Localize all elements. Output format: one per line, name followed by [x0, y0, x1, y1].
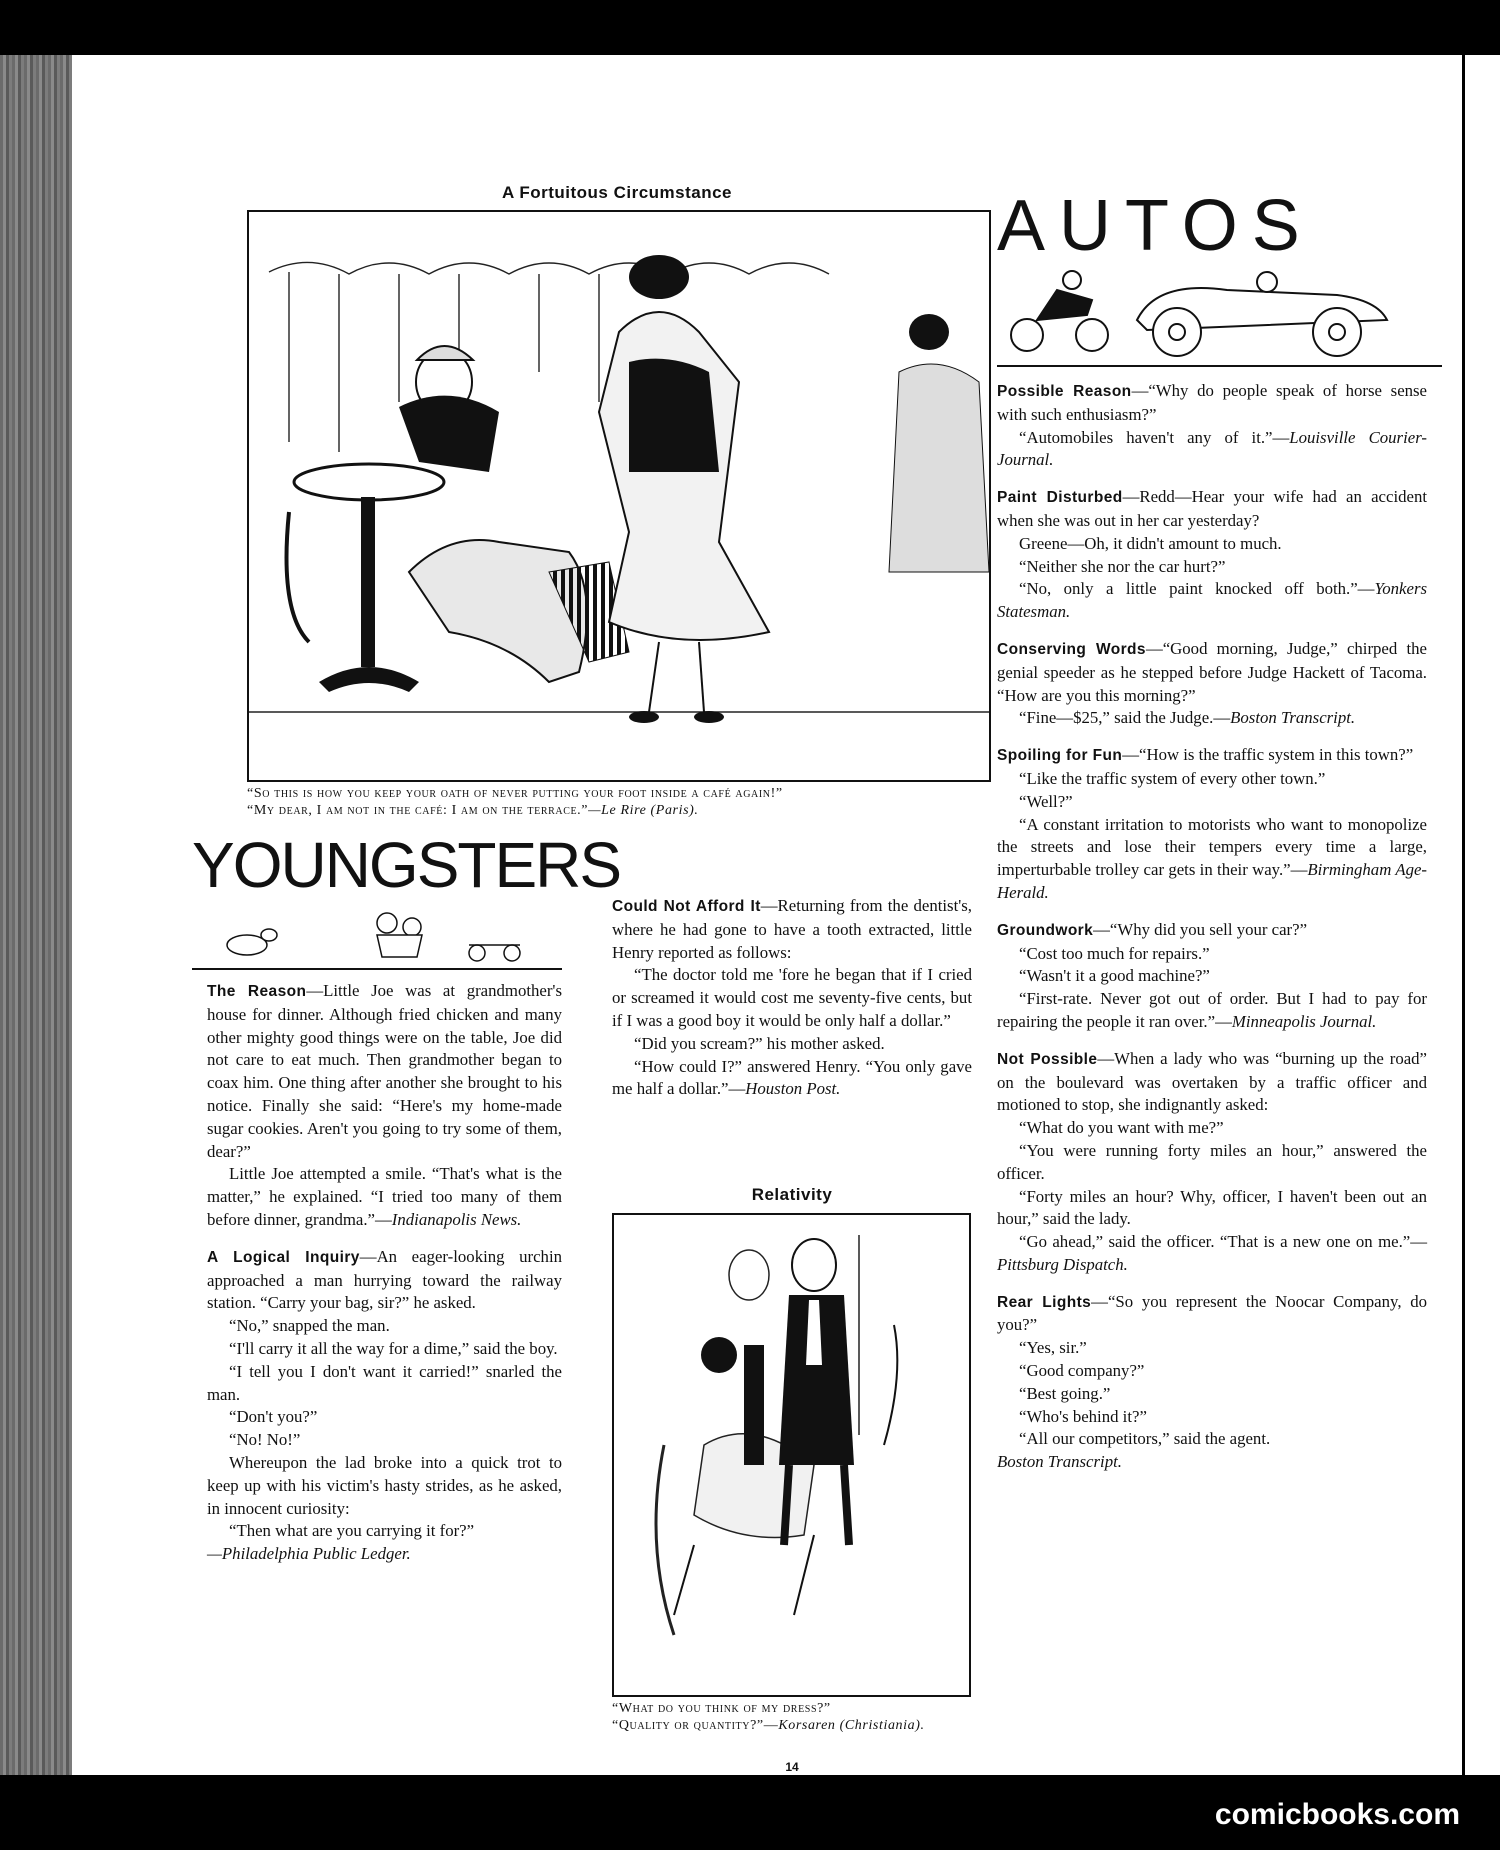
youngsters-rule — [192, 968, 562, 970]
page-number: 14 — [785, 1760, 799, 1774]
item-text: “Then what are you carrying it for?” — [229, 1521, 475, 1541]
relativity-caption — [612, 1700, 972, 1734]
item-text: “You were running forty miles an hour,” answered the officer. — [997, 1140, 1427, 1183]
cartoon-title: A Fortuitous Circumstance — [501, 183, 733, 202]
children-toys-drawing — [207, 905, 557, 965]
item-text: “I tell you I don't want it carried!” snarled the man. — [207, 1361, 562, 1404]
motorcycle-car-drawing — [997, 260, 1437, 360]
item-groundwork — [997, 919, 1427, 943]
book-binding — [0, 55, 72, 1775]
item-source: Boston Transcript. — [1230, 708, 1356, 728]
item-text: “Don't you?” — [229, 1407, 318, 1427]
item-text: —“How is the traffic system in this town?” — [1122, 745, 1414, 765]
middle-column — [612, 895, 972, 1101]
item-text: “Well?” — [1019, 791, 1073, 811]
autos-rule — [997, 365, 1442, 367]
item-text: —Redd—Hear your wife had an accident when she was out in her car yesterday? — [997, 487, 1427, 530]
item-not-possible — [997, 1048, 1427, 1117]
cartoon-illustration-cafe — [247, 210, 991, 782]
item-heading: Groundwork — [997, 921, 1094, 939]
item-text: “Go ahead,” said the officer. “That is a new one on me.”—Pittsburg Dispatch. — [997, 1232, 1427, 1274]
item-spoiling-for-fun — [997, 744, 1427, 768]
item-heading: Conserving Words — [997, 640, 1146, 658]
item-text: “A constant irritation to motorists who want to monopolize the streets and lose their tempers every time a large, imperturbable trolley car gets in their way.”—Birmingham Age-Herald. — [997, 814, 1427, 902]
item-text: —Little Joe was at grandmother's house for dinner. Although fried chicken and many other mighty good things were on the table, Joe did not care to eat much. Then grandmother began to coax him. One thing after another she brought to his notice. Finally she said: “Here's my home-made sugar cookies. Aren't you going to try some of them, dear?” — [207, 981, 562, 1161]
caption-line-1: “What do you think of my dress?” — [612, 1701, 831, 1716]
item-text: Greene—Oh, it didn't amount to much. — [1019, 533, 1282, 553]
item-text: Little Joe attempted a smile. “That's what is the matter,” he explained. “I tried too many of them before dinner, grandma.”—Indianapolis News. — [207, 1164, 562, 1229]
cartoon-caption — [247, 785, 987, 819]
item-text: “Yes, sir.” — [1019, 1338, 1087, 1358]
autos-column — [997, 380, 1427, 1474]
item-text: —When a lady who was “burning up the road” on the boulevard was overtaken by a traffic officer and motioned to stop, she indignantly asked: — [997, 1048, 1427, 1115]
item-text: “Forty miles an hour? Why, officer, I haven't been out an hour,” said the lady. — [997, 1186, 1427, 1229]
item-heading: Not Possible — [997, 1050, 1098, 1068]
caption-line-2: “Quality or quantity?”— — [612, 1718, 779, 1733]
caption-line-2: “My dear, I am not in the café: I am on the terrace.” — [247, 803, 589, 818]
item-text: —Returning from the dentist's, where he had gone to have a tooth extracted, little Henry reported as follows: — [612, 896, 973, 962]
item-conserving-words — [997, 638, 1427, 707]
item-text: —“Why do people speak of horse sense with such enthusiasm?” — [997, 381, 1428, 424]
relativity-cartoon-drawing — [614, 1215, 969, 1695]
item-source: Minneapolis Journal. — [1231, 1011, 1377, 1031]
item-could-not-afford — [612, 895, 972, 964]
autos-heading: AUTOS — [997, 186, 1314, 266]
item-text: “Automobiles haven't any of it.”—Louisville Courier-Journal. — [997, 427, 1427, 470]
item-text: “Fine—$25,” said the Judge.—Boston Transcript. — [1019, 708, 1356, 728]
item-text: “What do you want with me?” — [1019, 1118, 1224, 1138]
item-text: “The doctor told me 'fore he began that if I cried or screamed it would cost me seventy-five cents, but if I was a good boy it would be only half a dollar.” — [612, 965, 972, 1030]
youngsters-heading: YOUNGSTERS — [192, 829, 621, 901]
caption-line-1: “So this is how you keep your oath of never putting your foot inside a café again!” — [247, 786, 783, 801]
cafe-cartoon-drawing — [249, 212, 989, 780]
item-heading: A Logical Inquiry — [207, 1248, 360, 1266]
item-text: Whereupon the lad broke into a quick trot to keep up with his victim's hasty strides, as he asked, in innocent curiosity: — [207, 1452, 562, 1518]
caption-source: —Le Rire (Paris). — [588, 803, 699, 818]
item-the-reason — [207, 980, 562, 1163]
autos-illustration — [997, 260, 1437, 360]
item-text: “Good company?” — [1019, 1361, 1145, 1381]
item-possible-reason — [997, 380, 1427, 427]
youngsters-illustration — [207, 905, 557, 965]
item-source: Birmingham Age-Herald. — [997, 860, 1427, 902]
item-heading: Rear Lights — [997, 1293, 1092, 1311]
item-text: “No! No!” — [229, 1430, 301, 1450]
item-text: “I'll carry it all the way for a dime,” said the boy. — [229, 1338, 558, 1358]
item-text: “Wasn't it a good machine?” — [1019, 966, 1210, 986]
item-heading: Spoiling for Fun — [997, 747, 1123, 765]
item-heading: The Reason — [207, 983, 307, 1000]
item-source: Houston Post. — [745, 1079, 841, 1099]
item-text: “Neither she nor the car hurt?” — [1019, 556, 1226, 576]
item-text: “All our competitors,” said the agent. — [1019, 1429, 1271, 1449]
item-source: Yonkers Statesman. — [997, 579, 1427, 622]
magazine-page — [72, 55, 1462, 1775]
item-paint-disturbed — [997, 486, 1427, 533]
relativity-title: Relativity — [751, 1185, 833, 1204]
item-heading: Paint Disturbed — [997, 489, 1123, 507]
item-rear-lights — [997, 1291, 1427, 1338]
item-source: Boston Transcript. — [997, 1452, 1122, 1472]
item-logical-inquiry — [207, 1246, 562, 1315]
item-heading: Could Not Afford It — [612, 898, 761, 915]
watermark: comicbooks.com — [1214, 1798, 1460, 1831]
item-text: “Like the traffic system of every other town.” — [1019, 768, 1326, 788]
item-source: Pittsburg Dispatch. — [997, 1254, 1128, 1274]
item-text: “No,” snapped the man. — [229, 1316, 390, 1336]
next-page-edge — [1465, 55, 1500, 1775]
item-text: “Did you scream?” his mother asked. — [634, 1033, 885, 1053]
item-text: “Who's behind it?” — [1019, 1406, 1147, 1426]
item-source: —Philadelphia Public Ledger. — [207, 1544, 411, 1564]
item-text: —An eager-looking urchin approached a man hurrying toward the railway station. “Carry your bag, sir?” he asked. — [207, 1246, 562, 1313]
item-text: “Best going.” — [1019, 1383, 1111, 1403]
item-source: Indianapolis News. — [391, 1209, 522, 1229]
item-text: —“Good morning, Judge,” chirped the genial speeder as he stepped before Judge Hackett of Tacoma. “How are you this morning?” — [997, 638, 1427, 705]
youngsters-column — [207, 980, 562, 1566]
item-text: —“So you represent the Noocar Company, do you?” — [997, 1291, 1427, 1335]
item-text: —“Why did you sell your car?” — [1093, 919, 1308, 939]
item-text: “First-rate. Never got out of order. But I had to pay for repairing the people it ran over.”—Minneapolis Journal. — [997, 989, 1427, 1031]
caption-source: Korsaren (Christiania). — [778, 1718, 925, 1733]
cartoon-illustration-relativity — [612, 1213, 971, 1697]
item-text: “Cost too much for repairs.” — [1019, 943, 1210, 963]
item-text: “No, only a little paint knocked off both.”—Yonkers Statesman. — [997, 579, 1427, 622]
item-heading: Possible Reason — [997, 383, 1132, 400]
item-text: “How could I?” answered Henry. “You only gave me half a dollar.”—Houston Post. — [612, 1056, 972, 1099]
item-source: Louisville Courier-Journal. — [997, 427, 1427, 470]
